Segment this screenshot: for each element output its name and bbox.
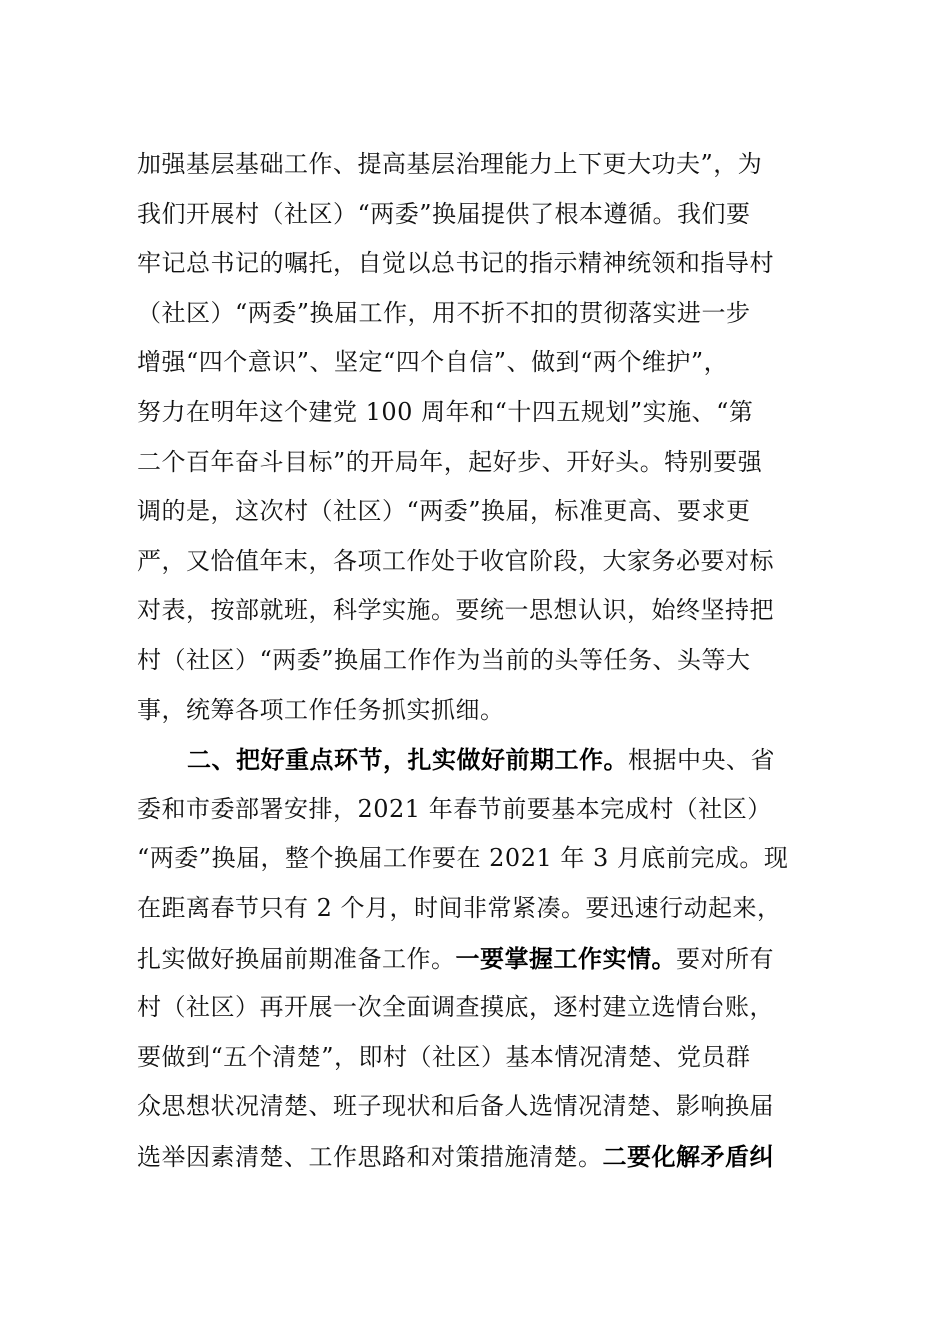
paragraph-line: （社区）“两委”换届工作，用不折不扣的贯彻落实进一步 [137,298,751,327]
paragraph-line: 村（社区）再开展一次全面调查摸底，逐村建立选情台账， [137,993,774,1022]
section-2-line-text: 根据中央、省 [628,746,775,775]
line-text: 选举因素清楚、工作思路和对策措施清楚。 [137,1142,603,1171]
paragraph-line: 对表，按部就班，科学实施。要统一思想认识，始终坚持把 [137,596,774,625]
paragraph-line: 二个百年奋斗目标”的开局年，起好步、开好头。特别要强 [137,447,763,476]
paragraph-line-with-point-2 [137,1132,817,1182]
paragraph-line: 在距离春节只有 2 个月，时间非常紧凑。要迅速行动起来， [137,893,782,922]
paragraph-line: 我们开展村（社区）“两委”换届提供了根本遵循。我们要 [137,199,751,228]
document-body [137,140,817,1181]
paragraph-line: 努力在明年这个建党 100 周年和“十四五规划”实施、“第 [137,397,754,426]
paragraph-line: 村（社区）“两委”换届工作作为当前的头等任务、头等大 [137,645,751,674]
point-1-heading: 一要掌握工作实情。 [455,943,676,973]
paragraph-line: 调的是，这次村（社区）“两委”换届，标准更高、要求更 [137,497,751,526]
paragraph-line: 严，又恰值年末，各项工作处于收官阶段，大家务必要对标 [137,546,774,575]
paragraph-line: 加强基层基础工作、提高基层治理能力上下更大功夫”，为 [137,150,763,178]
line-text: 要对所有 [676,944,774,973]
paragraph-line: 事，统筹各项工作任务抓实抓细。 [137,695,505,724]
paragraph-line: 众思想状况清楚、班子现状和后备人选情况清楚、影响换届 [137,1092,774,1121]
paragraph-line-with-point-1 [137,934,817,984]
paragraph-line: 牢记总书记的嘱托，自觉以总书记的指示精神统领和指导村 [137,249,774,278]
paragraph-line: “两委”换届，整个换届工作要在 2021 年 3 月底前完成。现 [137,844,789,873]
paragraph-line: 增强“四个意识”、坚定“四个自信”、做到“两个维护”， [137,348,729,377]
paragraph-line: 委和市委部署安排，2021 年春节前要基本完成村（社区） [137,794,772,823]
section-2-heading: 二、把好重点环节，扎实做好前期工作。 [187,745,628,775]
line-text: 扎实做好换届前期准备工作。 [137,944,456,973]
section-2-first-line [137,735,817,785]
point-2-heading: 二要化解矛盾纠 [602,1141,774,1171]
paragraph-line: 要做到“五个清楚”，即村（社区）基本情况清楚、党员群 [137,1042,751,1071]
